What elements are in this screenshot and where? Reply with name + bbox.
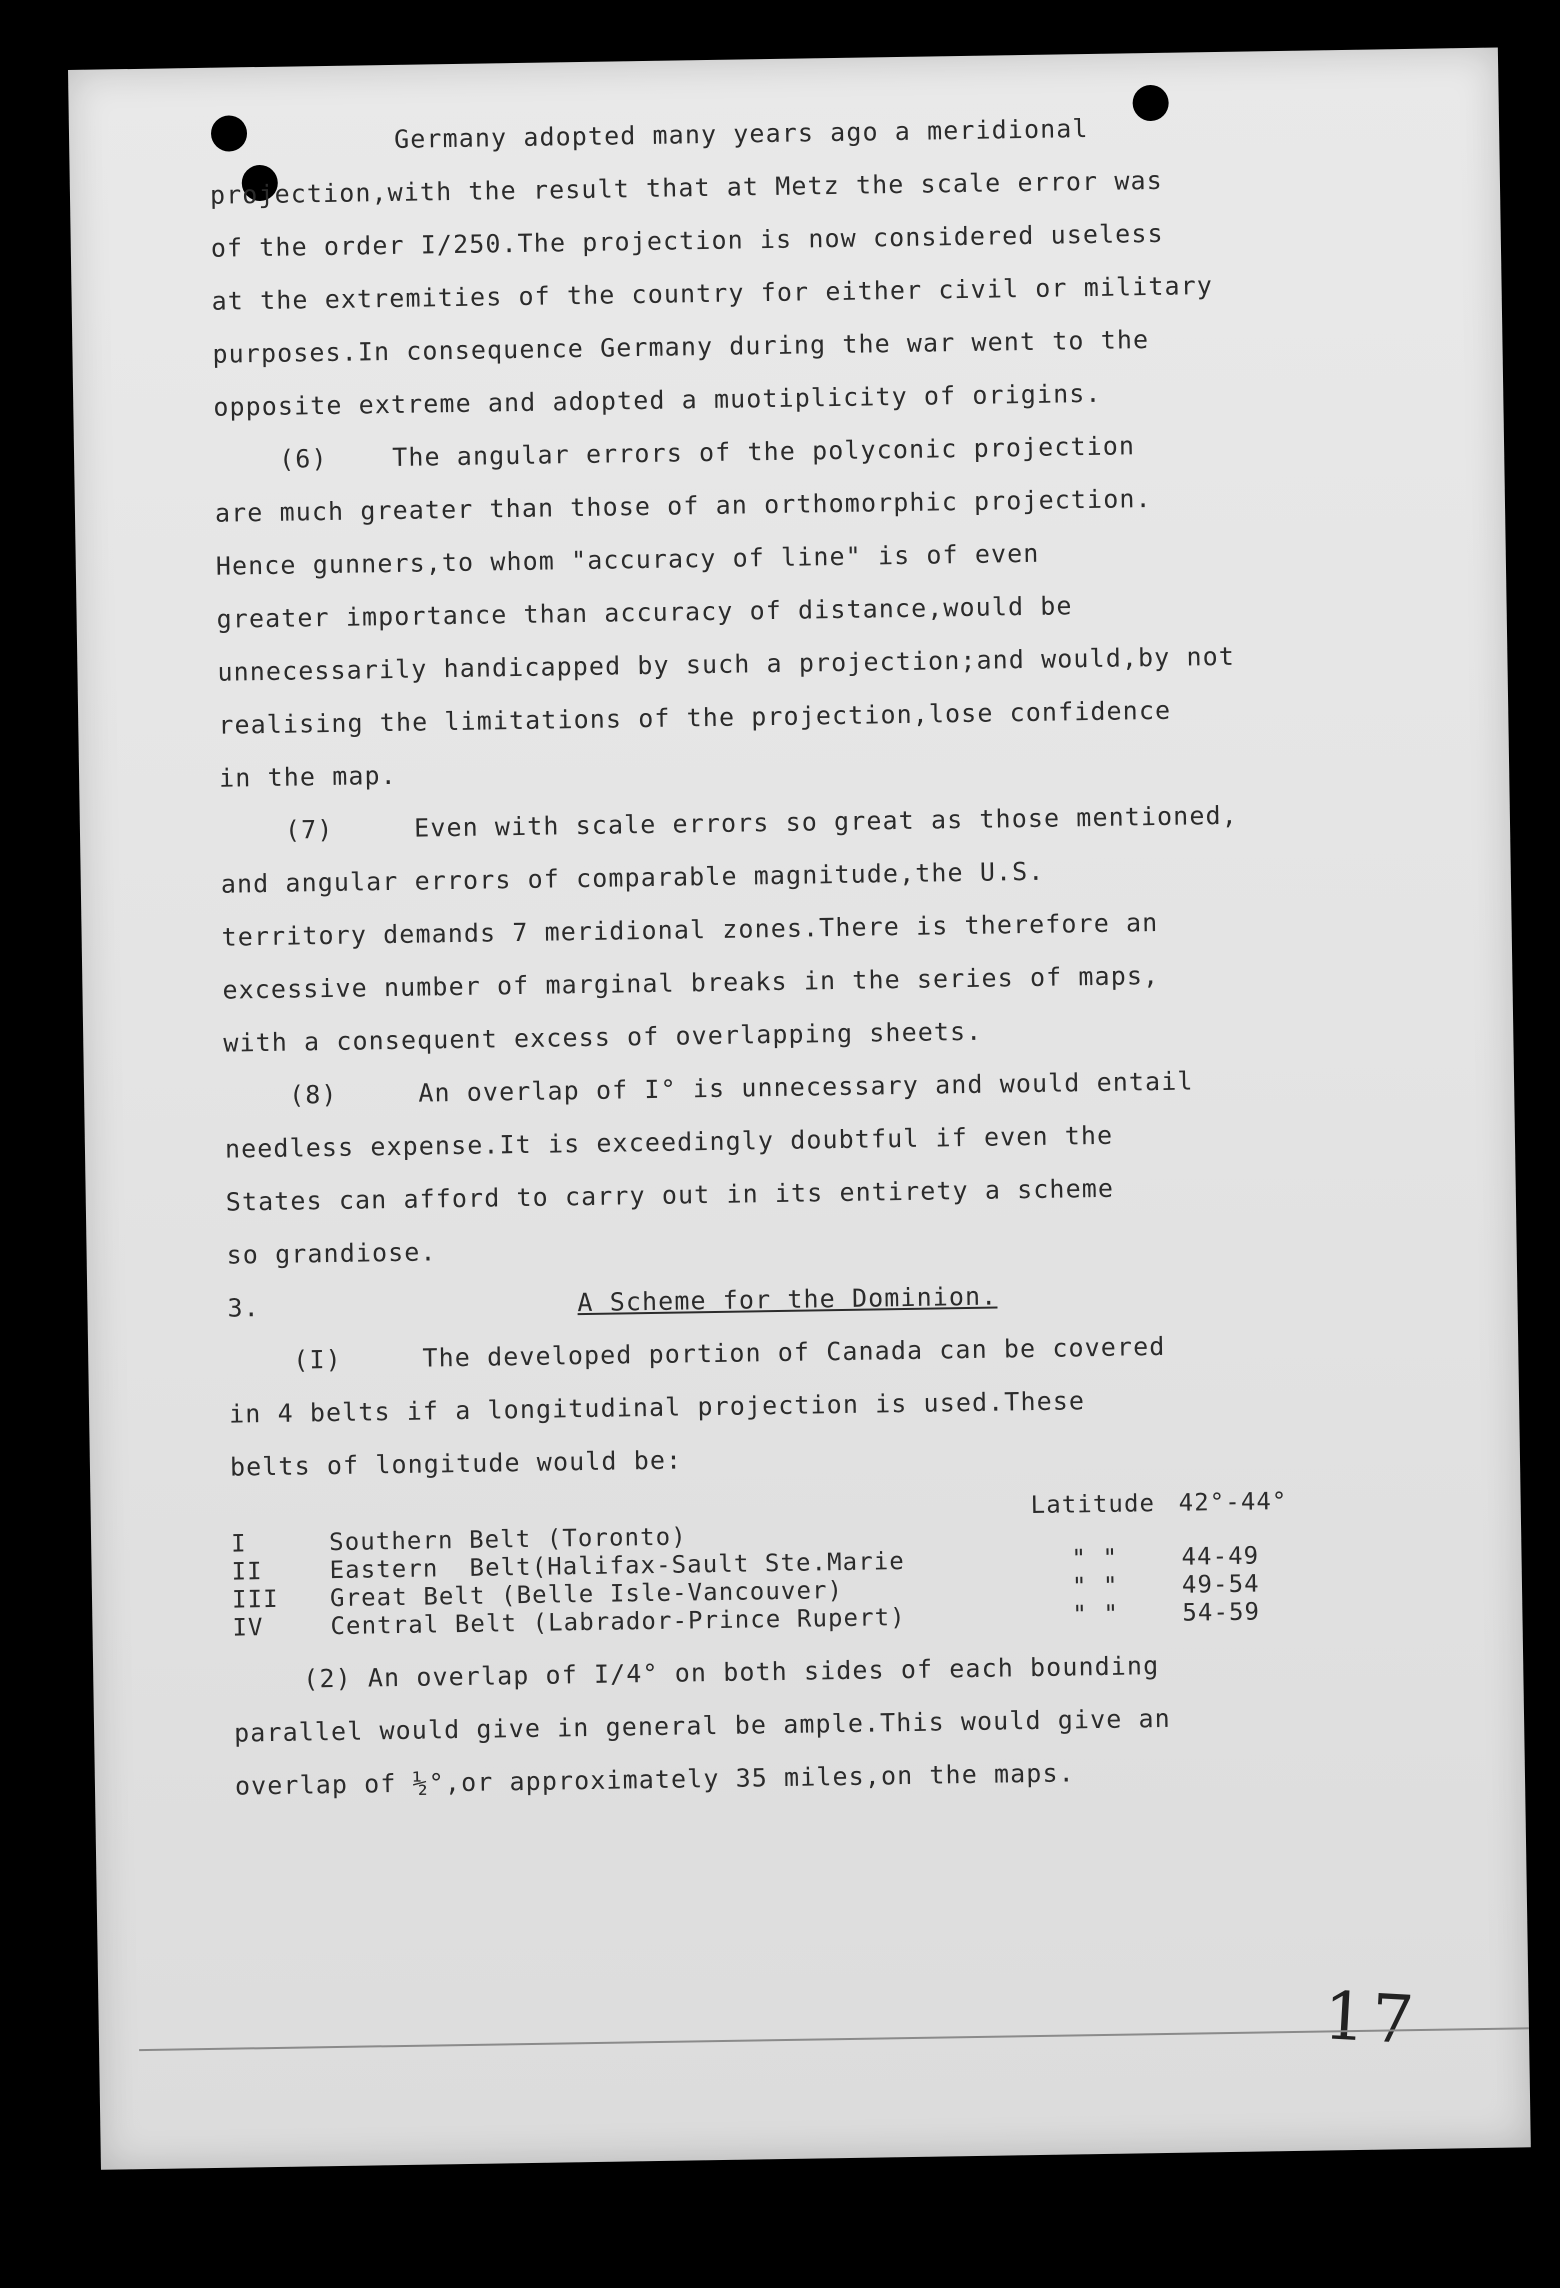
text-line: territory demands 7 meridional zones.There is therefore an: [221, 907, 1159, 952]
text-line: Germany adopted many years ago a meridional: [393, 113, 1089, 154]
text-line: in the map.: [218, 760, 398, 793]
table-cell: Central Belt (Labrador-Prince Rupert): [330, 1603, 906, 1641]
table-cell: " ": [1072, 1599, 1120, 1629]
punch-hole: [1132, 85, 1169, 122]
table-cell: 42°-44°: [1178, 1487, 1288, 1517]
text-line: purposes.In consequence Germany during the war went to the: [212, 325, 1150, 369]
document-sheet: [68, 48, 1531, 2170]
punch-hole: [211, 115, 248, 152]
table-cell: Great Belt (Belle Isle-Vancouver): [329, 1576, 844, 1613]
text-line: needless expense.It is exceedingly doubtful if even the: [224, 1120, 1114, 1164]
table-cell: 54-59: [1182, 1597, 1261, 1627]
text-line: (I) The developed portion of Canada can be covered: [293, 1331, 1166, 1375]
section-heading: A Scheme for the Dominion.: [577, 1281, 998, 1318]
table-column-header: Latitude: [1030, 1489, 1156, 1520]
text-line: (2) An overlap of I/4° on both sides of each bounding: [303, 1651, 1160, 1694]
table-cell: II: [231, 1557, 263, 1586]
text-line: opposite extreme and adopted a muotiplicity of origins.: [213, 378, 1102, 422]
text-line: Hence gunners,to whom "accuracy of line" is of even: [215, 538, 1040, 581]
table-cell: Southern Belt (Toronto): [328, 1522, 687, 1557]
table-cell: 44-49: [1181, 1541, 1260, 1571]
text-line: (8) An overlap of I° is unnecessary and would entail: [288, 1066, 1194, 1110]
document-body: [68, 48, 1498, 1801]
handwritten-folio-number: 17: [1321, 1977, 1422, 2060]
text-line: unnecessarily handicapped by such a projection;and would,by not: [217, 641, 1236, 687]
text-line: are much greater than those of an orthomorphic projection.: [214, 484, 1152, 528]
table-cell: III: [231, 1584, 279, 1614]
text-line: at the extremities of the country for either civil or military: [211, 271, 1214, 316]
table-cell: IV: [232, 1613, 264, 1642]
text-line: so grandiose.: [226, 1237, 437, 1270]
text-line: (6) The angular errors of the polyconic projection: [278, 431, 1136, 474]
text-line: in 4 belts if a longitudinal projection is used.These: [228, 1386, 1086, 1429]
footer-divider: [139, 2027, 1529, 2051]
text-line: with a consequent excess of overlapping sheets.: [223, 1016, 983, 1058]
table-cell: 49-54: [1181, 1569, 1260, 1599]
text-line: belts of longitude would be:: [229, 1445, 683, 1482]
text-line: of the order I/250.The projection is now considered useless: [210, 218, 1164, 263]
text-line: States can afford to carry out in its entirety a scheme: [225, 1173, 1115, 1217]
text-line: overlap of ½°,or approximately 35 miles,on the maps.: [234, 1758, 1075, 1801]
text-line: greater importance than accuracy of distance,would be: [216, 591, 1073, 634]
text-line: (7) Even with scale errors so great as those mentioned,: [284, 800, 1239, 845]
text-line: and angular errors of comparable magnitude,the U.S.: [220, 856, 1045, 899]
text-line: excessive number of marginal breaks in the series of maps,: [222, 960, 1160, 1005]
text-line: projection,with the result that at Metz the scale error was: [209, 165, 1164, 210]
section-number: 3.: [227, 1293, 261, 1323]
table-cell: Eastern Belt(Halifax-Sault Ste.Marie: [329, 1547, 906, 1585]
table-cell: " ": [1071, 1543, 1119, 1573]
table-cell: I: [230, 1529, 247, 1558]
text-line: parallel would give in general be ample.This would give an: [233, 1703, 1172, 1748]
text-line: realising the limitations of the projection,lose confidence: [218, 695, 1172, 740]
table-cell: " ": [1071, 1571, 1119, 1601]
